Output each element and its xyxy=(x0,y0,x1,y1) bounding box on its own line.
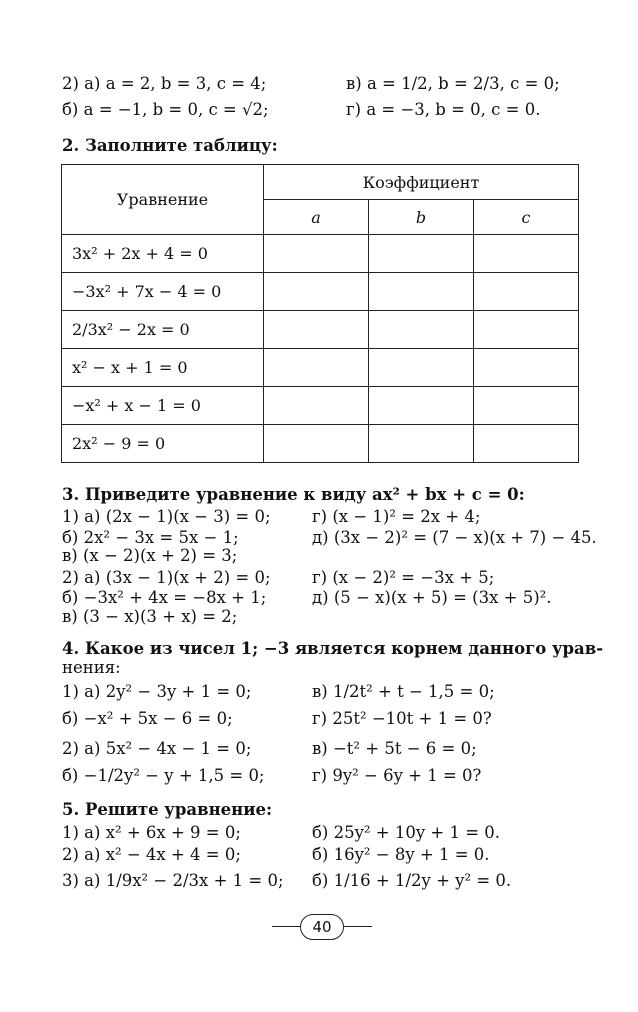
equation-cell: −3x² + 7x − 4 = 0 xyxy=(62,273,264,311)
answer-line: г) a = −3, b = 0, c = 0. xyxy=(346,100,541,119)
task-heading: 3. Приведите уравнение к виду ax² + bx + c = 0: xyxy=(62,485,525,504)
blank-cell[interactable] xyxy=(474,349,579,387)
blank-cell[interactable] xyxy=(474,311,579,349)
exercise-line: 3) а) 1/9x² − 2/3x + 1 = 0; xyxy=(62,871,284,890)
blank-cell[interactable] xyxy=(369,349,474,387)
exercise-line: б) 16y² − 8y + 1 = 0. xyxy=(312,845,490,864)
blank-cell[interactable] xyxy=(474,387,579,425)
blank-cell[interactable] xyxy=(474,235,579,273)
blank-cell[interactable] xyxy=(474,425,579,463)
exercise-line: б) −1/2y² − y + 1,5 = 0; xyxy=(62,766,265,785)
blank-cell[interactable] xyxy=(264,349,369,387)
task-heading: 4. Какое из чисел 1; −3 является корнем данного урав- xyxy=(62,639,604,658)
task-heading: 5. Решите уравнение: xyxy=(62,800,273,819)
page-number-label: 40 xyxy=(300,914,344,940)
answer-line: в) a = 1/2, b = 2/3, c = 0; xyxy=(346,74,560,93)
blank-cell[interactable] xyxy=(369,425,474,463)
exercise-line: 1) а) x² + 6x + 9 = 0; xyxy=(62,823,241,842)
exercise-line: г) (x − 1)² = 2x + 4; xyxy=(312,507,481,526)
coefficient-table xyxy=(61,164,579,463)
header-equation: Уравнение xyxy=(62,165,264,235)
blank-cell[interactable] xyxy=(264,311,369,349)
equation-cell: 3x² + 2x + 4 = 0 xyxy=(62,235,264,273)
equation-cell: 2x² − 9 = 0 xyxy=(62,425,264,463)
header-c: c xyxy=(474,200,579,235)
exercise-line: в) (x − 2)(x + 2) = 3; xyxy=(62,546,238,565)
answer-line: 2) а) a = 2, b = 3, c = 4; xyxy=(62,74,267,93)
exercise-line: 2) а) x² − 4x + 4 = 0; xyxy=(62,845,241,864)
divider xyxy=(272,926,300,927)
exercise-line: б) −x² + 5x − 6 = 0; xyxy=(62,709,233,728)
blank-cell[interactable] xyxy=(264,273,369,311)
equation-cell: −x² + x − 1 = 0 xyxy=(62,387,264,425)
blank-cell[interactable] xyxy=(474,273,579,311)
exercise-line: б) −3x² + 4x = −8x + 1; xyxy=(62,588,267,607)
exercise-line: г) 25t² −10t + 1 = 0? xyxy=(312,709,492,728)
blank-cell[interactable] xyxy=(369,311,474,349)
blank-cell[interactable] xyxy=(264,425,369,463)
exercise-line: 1) а) 2y² − 3y + 1 = 0; xyxy=(62,682,252,701)
exercise-line: б) 1/16 + 1/2y + y² = 0. xyxy=(312,871,512,890)
blank-cell[interactable] xyxy=(369,273,474,311)
blank-cell[interactable] xyxy=(264,387,369,425)
exercise-line: в) 1/2t² + t − 1,5 = 0; xyxy=(312,682,495,701)
header-a: a xyxy=(264,200,369,235)
blank-cell[interactable] xyxy=(264,235,369,273)
exercise-line: д) (3x − 2)² = (7 − x)(x + 7) − 45. xyxy=(312,528,597,547)
page-number xyxy=(272,912,372,942)
equation-cell: 2/3x² − 2x = 0 xyxy=(62,311,264,349)
divider xyxy=(344,926,372,927)
exercise-line: б) 2x² − 3x = 5x − 1; xyxy=(62,528,239,547)
exercise-line: 1) а) (2x − 1)(x − 3) = 0; xyxy=(62,507,271,526)
answer-line: б) a = −1, b = 0, c = √2; xyxy=(62,100,269,119)
task-heading: 2. Заполните таблицу: xyxy=(62,136,278,155)
header-coefficient: Коэффициент xyxy=(264,165,579,200)
exercise-line: 2) а) (3x − 1)(x + 2) = 0; xyxy=(62,568,271,587)
header-b: b xyxy=(369,200,474,235)
exercise-line: г) 9y² − 6y + 1 = 0? xyxy=(312,766,482,785)
exercise-line: г) (x − 2)² = −3x + 5; xyxy=(312,568,495,587)
exercise-line: д) (5 − x)(x + 5) = (3x + 5)². xyxy=(312,588,552,607)
exercise-line: в) −t² + 5t − 6 = 0; xyxy=(312,739,477,758)
blank-cell[interactable] xyxy=(369,387,474,425)
blank-cell[interactable] xyxy=(369,235,474,273)
exercise-line: б) 25y² + 10y + 1 = 0. xyxy=(312,823,501,842)
task-heading: нения: xyxy=(62,658,121,677)
equation-cell: x² − x + 1 = 0 xyxy=(62,349,264,387)
exercise-line: в) (3 − x)(3 + x) = 2; xyxy=(62,607,238,626)
exercise-line: 2) а) 5x² − 4x − 1 = 0; xyxy=(62,739,252,758)
